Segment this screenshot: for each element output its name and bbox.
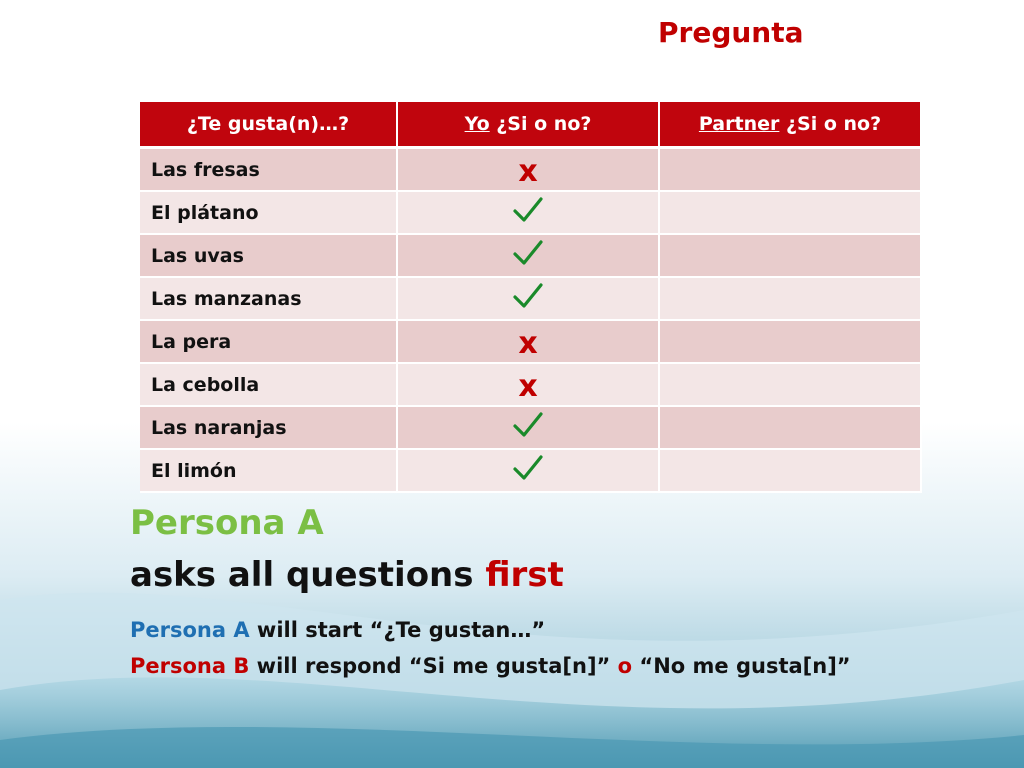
partner-answer-cell [660,321,922,364]
header-partner-suffix: ¿Si o no? [779,113,882,135]
preference-table [140,102,922,493]
partner-answer-cell [660,149,922,192]
food-cell: Las fresas [140,149,398,192]
yo-answer-cell [398,278,660,321]
checkmark-icon [511,195,545,225]
yo-answer-cell [398,321,660,364]
instruction-line-2 [130,654,851,678]
table-row [140,278,922,321]
table-row [140,149,922,192]
table-row [140,235,922,278]
header-question [140,102,398,149]
table-header-row [140,102,922,149]
partner-answer-cell [660,235,922,278]
food-cell: Las naranjas [140,407,398,450]
table-row [140,321,922,364]
partner-answer-cell [660,450,922,493]
asks-highlight: first [485,555,564,595]
instruction-line-1 [130,618,545,642]
header-question-text: ¿Te gusta(n)…? [186,113,350,135]
partner-answer-cell [660,192,922,235]
table-row [140,450,922,493]
header-yo-underlined: Yo [464,113,490,135]
x-mark-icon: x [518,368,538,404]
yo-answer-cell [398,450,660,493]
line2-who: Persona B [130,654,250,678]
line2-part1: will respond “Si me gusta[n]” [249,654,618,678]
asks-prefix: asks all questions [130,555,486,595]
yo-answer-cell [398,192,660,235]
table-row [140,364,922,407]
yo-answer-cell [398,149,660,192]
checkmark-icon [511,453,545,483]
line2-o: o [617,654,633,678]
x-mark-icon: x [518,325,538,361]
header-partner [660,102,922,149]
food-cell: La pera [140,321,398,364]
food-cell: Las uvas [140,235,398,278]
checkmark-icon [511,238,545,268]
partner-answer-cell [660,407,922,450]
x-mark-icon: x [518,153,538,189]
yo-answer-cell [398,235,660,278]
partner-answer-cell [660,364,922,407]
food-cell: El plátano [140,192,398,235]
slide-title: Pregunta [658,16,804,49]
line1-rest: will start “¿Te gustan…” [249,618,546,642]
line2-part2: “No me gusta[n]” [632,654,851,678]
checkmark-icon [511,281,545,311]
checkmark-icon [511,410,545,440]
table-row [140,407,922,450]
food-cell: El limón [140,450,398,493]
header-yo [398,102,660,149]
table-row [140,192,922,235]
line1-who: Persona A [130,618,250,642]
header-yo-suffix: ¿Si o no? [489,113,592,135]
partner-answer-cell [660,278,922,321]
header-partner-underlined: Partner [698,113,780,135]
food-cell: La cebolla [140,364,398,407]
yo-answer-cell [398,364,660,407]
food-cell: Las manzanas [140,278,398,321]
persona-a-heading: Persona A [130,503,324,543]
asks-line [130,555,564,595]
yo-answer-cell [398,407,660,450]
